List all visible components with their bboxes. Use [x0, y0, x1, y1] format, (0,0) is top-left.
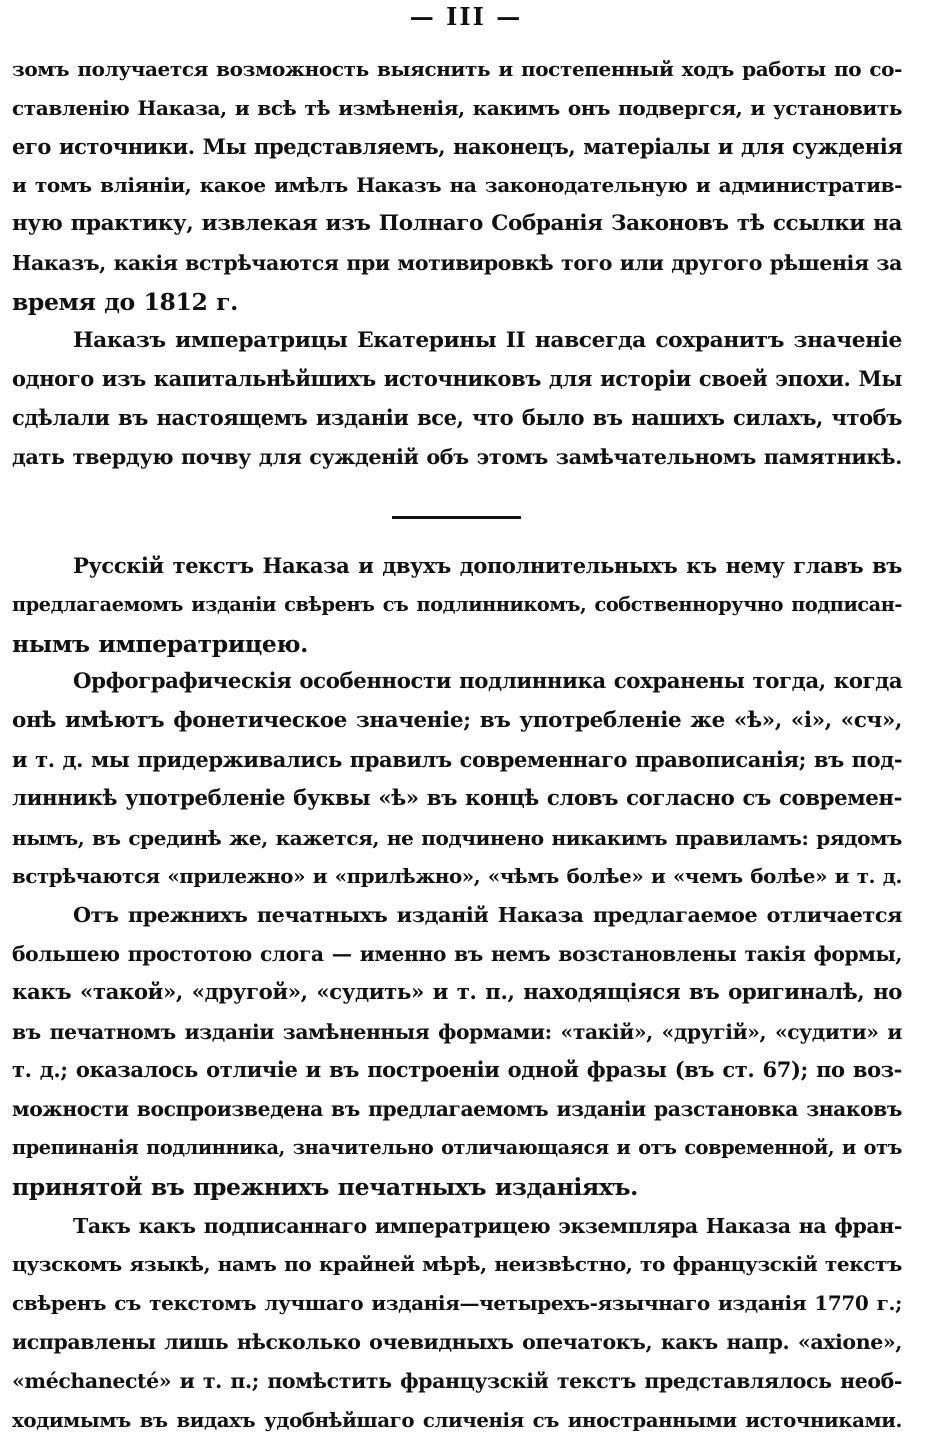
page-number: — III — [409, 2, 523, 31]
text-line: свѣренъ съ текстомъ лучшаго изданія—четырехъ-язычнаго изданія 1770 г.; [12, 1291, 902, 1316]
text-block-intro [12, 50, 902, 477]
text-line: какъ «такой», «другой», «судить» и т. п., находящіяся въ оригиналѣ, но [12, 979, 902, 1005]
text-line: т. д.; оказалось отличіе и въ построеніи одной фразы (въ ст. 67); по воз- [12, 1057, 902, 1083]
text-line: и томъ вліяніи, какое имѣлъ Наказъ на законодательную и административ- [12, 173, 902, 198]
text-line: встрѣчаются «прилежно» и «прилѣжно», «чѣмъ болѣе» и «чемъ болѣе» и т. д. [12, 864, 902, 889]
text-line: Наказъ, какія встрѣчаются при мотивировкѣ того или другого рѣшенія за [12, 250, 902, 275]
text-line: ставленію Наказа, и всѣ тѣ измѣненія, какимъ онъ подвергся, и установить [12, 95, 902, 120]
text-line: Отъ прежнихъ печатныхъ изданій Наказа предлагаемое отличается [73, 903, 902, 928]
text-line: зомъ получается возможность выяснить и постепенный ходъ работы по со- [12, 57, 902, 81]
text-line: дать твердую почву для сужденій объ этомъ замѣчательномъ памятникѣ. [12, 444, 902, 469]
text-block-editorial-notes [12, 547, 902, 1439]
text-line: въ печатномъ изданіи замѣненныя формами: «такій», «другій», «судити» и [12, 1019, 902, 1044]
section-divider [392, 516, 521, 519]
text-line: нымъ императрицею. [12, 629, 308, 658]
text-line: предлагаемомъ изданіи свѣренъ съ подлинникомъ, собственноручно подписан- [12, 592, 902, 616]
text-line: Русскій текстъ Наказа и двухъ дополнительныхъ къ нему главъ въ [73, 553, 902, 578]
text-line: ную практику, извлекая изъ Полнаго Собранія Законовъ тѣ ссылки на [12, 211, 902, 237]
text-line: нымъ, въ срединѣ же, кажется, не подчинено никакимъ правиламъ: рядомъ [12, 825, 902, 850]
text-line: одного изъ капитальнѣйшихъ источниковъ для исторіи своей эпохи. Мы [12, 366, 902, 392]
text-line: Орфографическія особенности подлинника сохранены тогда, когда [73, 669, 903, 695]
text-line: и т. д. мы придерживались правилъ современнаго правописанія; въ под- [12, 746, 903, 772]
text-line: Такъ какъ подписаннаго императрицею экземпляра Наказа на фран- [73, 1213, 902, 1238]
text-line: время до 1812 г. [12, 287, 238, 316]
text-line: сдѣлали въ настоящемъ изданіи все, что было въ нашихъ силахъ, чтобъ [12, 405, 902, 431]
text-line: онѣ имѣютъ фонетическое значеніе; въ употребленіе же «ѣ», «і», «сч», [12, 708, 902, 734]
text-line: можности воспроизведена въ предлагаемомъ изданіи разстановка знаковъ [12, 1097, 902, 1122]
text-line: его источники. Мы представляемъ, наконецъ, матеріалы и для сужденія [12, 133, 903, 159]
text-line: препинанія подлинника, значительно отличающаяся и отъ современной, и отъ [12, 1135, 902, 1159]
text-line: ходимымъ въ видахъ удобнѣйшаго сличенія съ иностранными источниками. [12, 1407, 902, 1432]
text-line: цузскомъ языкѣ, намъ по крайней мѣрѣ, неизвѣстно, то французскій текстъ [12, 1252, 902, 1277]
text-line: принятой въ прежнихъ печатныхъ изданіяхъ. [12, 1172, 638, 1201]
text-line: исправлены лишь нѣсколько очевидныхъ опечатокъ, какъ напр. «axione», [12, 1329, 902, 1354]
text-line: Наказъ императрицы Екатерины II навсегда сохранитъ значеніе [73, 327, 902, 353]
text-line: большею простотою слога — именно въ немъ возстановлены такія формы, [12, 941, 902, 966]
text-line: линникѣ употребленіе буквы «ѣ» въ концѣ словъ согласно съ современ- [12, 785, 902, 811]
text-line: «méchanecté» и т. п.; помѣстить французскій текстъ представлялось необ- [12, 1368, 902, 1393]
